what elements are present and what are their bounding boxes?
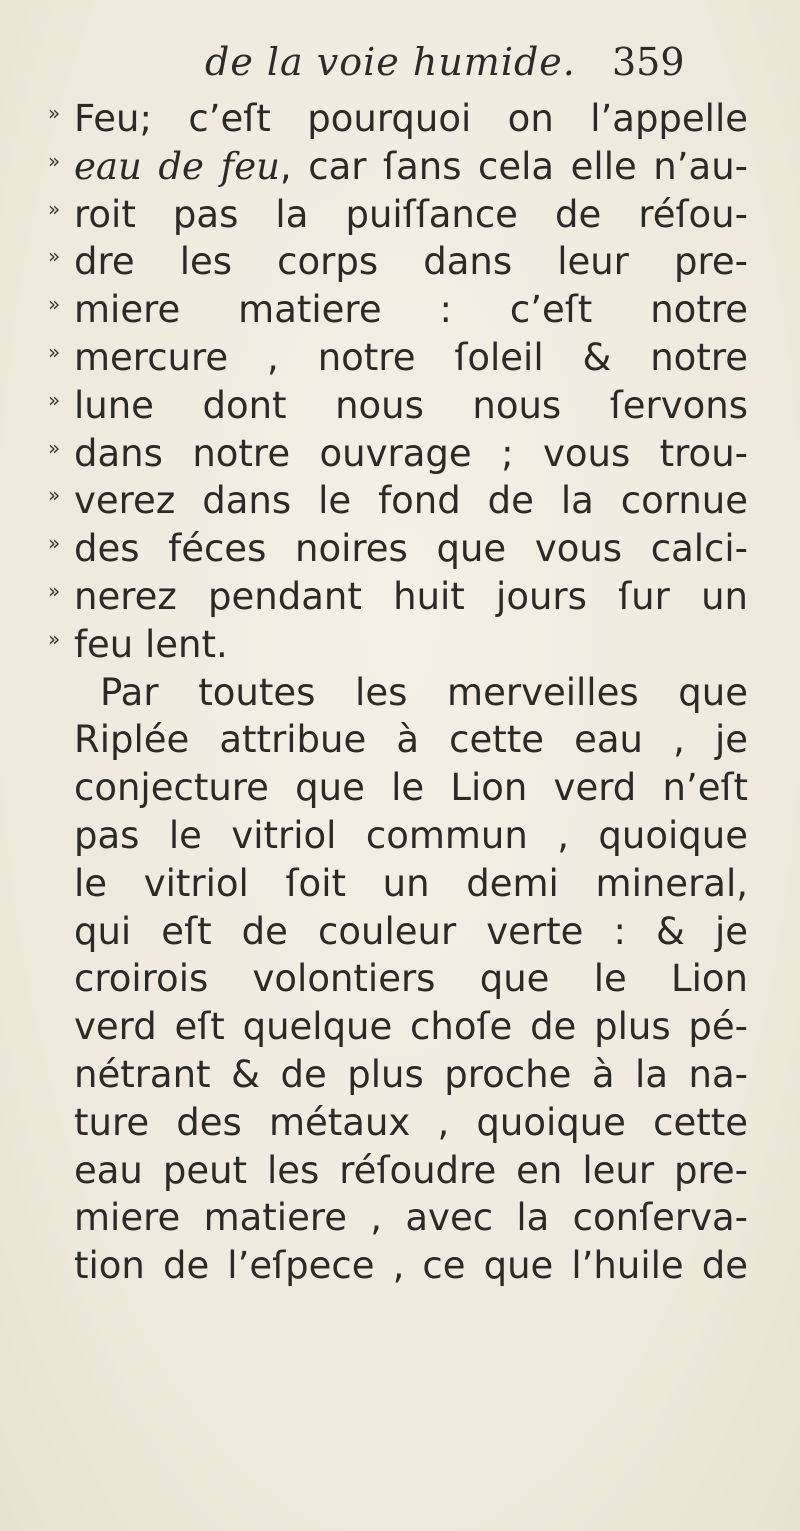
line-text (74, 286, 748, 334)
line-text (74, 764, 748, 812)
text-line (48, 143, 748, 191)
text-line (48, 430, 748, 478)
line-text-roman: eau peut les réſoudre en leur pre- (74, 1148, 748, 1192)
line-text (74, 716, 748, 764)
body-text (48, 95, 748, 1290)
line-text-roman: tion de l’eſpece , ce que l’huile de (74, 1244, 748, 1288)
quote-mark: » (48, 339, 61, 364)
quote-mark (48, 1051, 74, 1094)
quote-mark: » (48, 148, 61, 173)
line-text-roman: , car ſans cela elle n’au- (279, 144, 748, 188)
text-line (48, 191, 748, 239)
quote-mark: » (48, 196, 61, 221)
quote-mark (48, 669, 74, 712)
line-text-roman: conjecture que le Lion verd n’eſt (74, 766, 748, 810)
page-number: 359 (612, 40, 685, 84)
text-line (48, 525, 748, 573)
text-line (48, 573, 748, 621)
quote-mark (48, 955, 74, 998)
line-text-roman: nerez pendant huit jours ſur un (74, 574, 748, 618)
line-text-roman: roit pas la puiſſance de réſou- (74, 192, 748, 236)
line-text-roman: Par toutes les merveilles que (100, 670, 748, 714)
line-text (74, 430, 748, 478)
quote-mark (48, 908, 74, 951)
line-text-roman: feu lent. (74, 622, 228, 666)
quote-mark (48, 764, 74, 807)
line-text (74, 812, 748, 860)
quote-mark (48, 716, 74, 759)
text-line (48, 1099, 748, 1147)
line-text (74, 573, 748, 621)
line-text-roman: le vitriol ſoit un demi mineral, (74, 861, 748, 905)
quote-mark (48, 1099, 74, 1142)
line-text-roman: dans notre ouvrage ; vous trou- (74, 431, 748, 475)
line-text (74, 191, 748, 239)
line-text (74, 1147, 748, 1195)
running-head (0, 40, 800, 90)
line-text-roman: pas le vitriol commun , quoique (74, 813, 748, 857)
line-text-roman: lune dont nous nous ſervons (74, 383, 748, 427)
line-text (74, 95, 748, 143)
text-line (48, 908, 748, 956)
line-text-roman: verez dans le fond de la cornue (74, 479, 748, 523)
text-line (48, 1051, 748, 1099)
text-line (48, 477, 748, 525)
quote-mark: » (48, 435, 61, 460)
text-line (48, 286, 748, 334)
line-text-roman: miere matiere , avec la conſerva- (74, 1196, 748, 1240)
line-text (74, 1242, 748, 1290)
line-text-roman: des féces noires que vous calci- (74, 527, 748, 571)
line-text (74, 334, 748, 382)
line-text-roman: miere matiere : c’eſt notre (74, 288, 748, 332)
line-text (74, 908, 748, 956)
quote-mark (48, 1194, 74, 1237)
line-text (74, 1003, 748, 1051)
quote-mark (48, 1003, 74, 1046)
line-text-roman: qui eſt de couleur verte : & je (74, 909, 748, 953)
quote-mark: » (48, 626, 61, 651)
line-text-roman: Riplée attribue à cette eau , je (74, 718, 748, 762)
line-text-roman: mercure , notre ſoleil & notre (74, 335, 748, 379)
quote-mark: » (48, 292, 61, 317)
text-line (48, 334, 748, 382)
quote-mark (48, 812, 74, 855)
text-line (48, 621, 748, 669)
text-line (48, 95, 748, 143)
text-line (48, 860, 748, 908)
line-text-roman: dre les corps dans leur pre- (74, 240, 748, 284)
line-text (74, 860, 748, 908)
line-text-roman: nétrant & de plus proche à la na- (74, 1052, 748, 1096)
text-line (48, 382, 748, 430)
line-text (74, 382, 748, 430)
line-text (74, 1194, 748, 1242)
running-title: de la voie humide. (205, 40, 576, 84)
text-line (48, 716, 748, 764)
text-line (48, 764, 748, 812)
quote-mark: » (48, 531, 61, 556)
text-line (48, 1003, 748, 1051)
quote-mark (48, 1242, 74, 1285)
quote-mark: » (48, 101, 61, 125)
text-line (48, 1242, 748, 1290)
line-text (74, 955, 748, 1003)
text-line (48, 812, 748, 860)
line-text (74, 621, 748, 669)
line-text (74, 525, 748, 573)
quote-mark: » (48, 578, 61, 603)
text-line (48, 1194, 748, 1242)
line-text (74, 238, 748, 286)
line-text-roman: Feu; c’eſt pourquoi on l’appelle (74, 97, 748, 140)
line-text (74, 1051, 748, 1099)
line-text-italic: eau de feu (74, 144, 280, 188)
quote-mark: » (48, 387, 61, 412)
line-text (74, 477, 748, 525)
line-text-roman: verd eſt quelque choſe de plus pé- (74, 1005, 748, 1049)
line-text (74, 669, 748, 717)
text-line (48, 238, 748, 286)
quote-mark (48, 1147, 74, 1190)
quote-mark (48, 860, 74, 903)
text-line (48, 1147, 748, 1195)
text-line (48, 955, 748, 1003)
line-text-roman: croirois volontiers que le Lion (74, 957, 748, 1001)
line-text (74, 1099, 748, 1147)
line-text-roman: ture des métaux , quoique cette (74, 1100, 748, 1144)
quote-mark: » (48, 244, 61, 269)
text-line (48, 669, 748, 717)
quote-mark: » (48, 483, 61, 508)
line-text (74, 143, 748, 191)
